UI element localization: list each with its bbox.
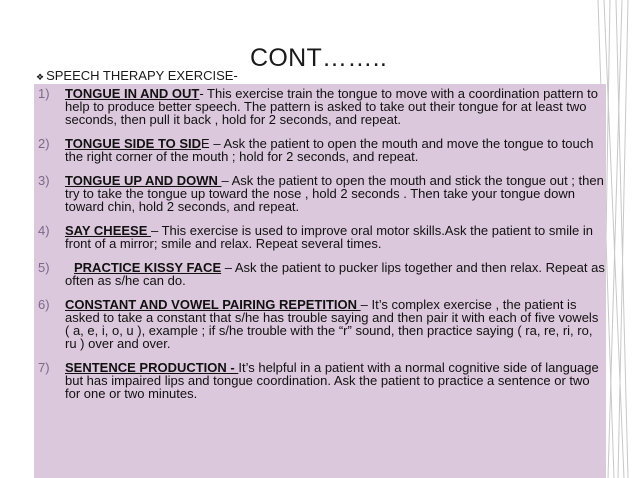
item-body: - This exercise train the tongue to move with a coordination pattern to help to produce better speech. The pattern is asked to take out their tongue for at least two seconds, then pull it back , hold for 2 seconds, and repeat. xyxy=(65,86,598,127)
item-body: It’s helpful in a patient with a normal cognitive side of language but has impaired lips and tongue coordination. Ask the patient to practice a sentence or two for one or two minutes. xyxy=(65,360,599,401)
item-heading: SENTENCE PRODUCTION - xyxy=(65,360,239,375)
item-text xyxy=(65,298,605,350)
item-text xyxy=(65,224,605,250)
content-panel xyxy=(34,84,606,478)
item-number: 5) xyxy=(38,260,50,275)
item-heading: SAY CHEESE xyxy=(65,223,151,238)
list-item xyxy=(34,174,606,213)
item-heading: CONSTANT AND VOWEL PAIRING REPETITION xyxy=(65,297,361,312)
list-item xyxy=(34,361,606,400)
item-text xyxy=(65,137,605,163)
list-item xyxy=(34,298,606,350)
item-number: 3) xyxy=(38,173,50,188)
item-text xyxy=(65,361,605,400)
subtitle-text: SPEECH THERAPY EXERCISE- xyxy=(46,68,238,83)
item-text xyxy=(65,174,605,213)
item-number: 6) xyxy=(38,297,50,312)
item-number: 2) xyxy=(38,136,50,151)
item-text xyxy=(65,261,605,287)
list-item xyxy=(34,137,606,163)
item-heading: TONGUE UP AND DOWN xyxy=(65,173,222,188)
item-body: – Ask the patient to open the mouth and stick the tongue out ; then try to take the tongue up toward the nose , hold 2 seconds . Then take your tongue down toward chin, hold 2 seconds, and repeat. xyxy=(65,173,604,214)
list-item xyxy=(34,261,606,287)
slide-subtitle xyxy=(36,68,238,83)
item-body: – It’s complex exercise , the patient is asked to take a constant that s/he has trouble saying and then pair it with each of five vowels ( a, e, i, o, u ), example ; if s/he trouble with the “r” sound, then practice saying ( ra, re, ri, ro, ru ) over and over. xyxy=(65,297,599,351)
item-number: 1) xyxy=(38,86,50,101)
list-item xyxy=(34,87,606,126)
item-heading: TONGUE SIDE TO SID xyxy=(65,136,202,151)
item-body: – This exercise is used to improve oral motor skills.Ask the patient to smile in front of a mirror; smile and relax. Repeat several times. xyxy=(65,223,593,251)
item-number: 7) xyxy=(38,360,50,375)
exercise-list xyxy=(34,87,606,411)
item-number: 4) xyxy=(38,223,50,238)
item-heading: TONGUE IN AND OUT xyxy=(65,86,200,101)
item-body: – Ask the patient to pucker lips together and then relax. Repeat as often as s/he can do. xyxy=(65,260,605,288)
item-body: E – Ask the patient to open the mouth and move the tongue to touch the right corner of the mouth ; hold for 2 seconds, and repeat. xyxy=(65,136,594,164)
slide-title: CONT…….. xyxy=(250,44,388,72)
item-text xyxy=(65,87,605,126)
list-item xyxy=(34,224,606,250)
diamond-bullet-icon: ❖ xyxy=(36,72,45,82)
item-heading: PRACTICE KISSY FACE xyxy=(74,260,222,275)
